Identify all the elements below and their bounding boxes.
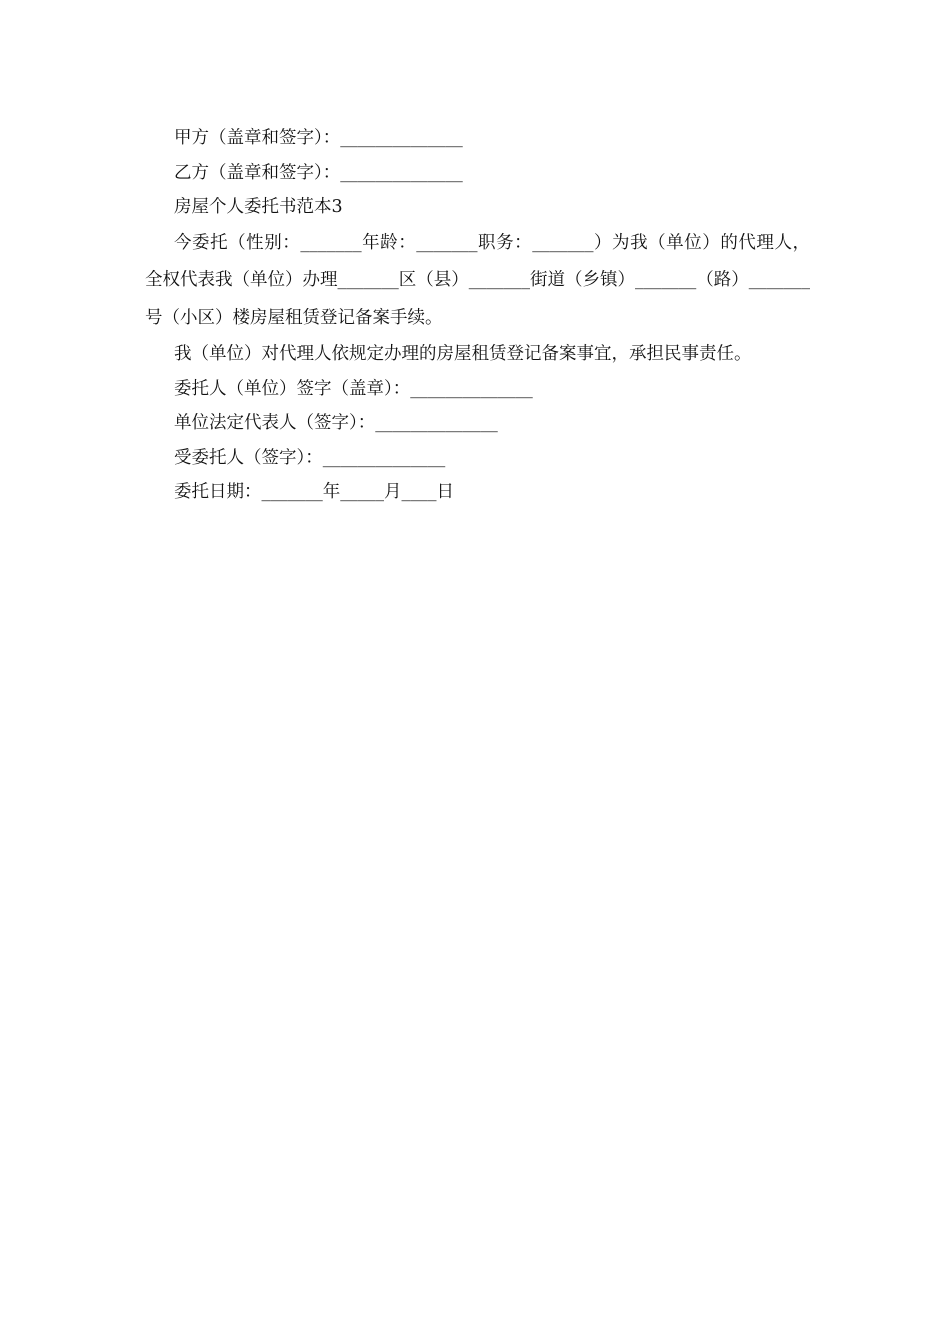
entrustment-paragraph: 今委托（性别：_______年龄：_______职务：_______）为我（单位）的代理人，全权代表我（单位）办理_______区（县）_______街道（乡镇）_______（路）_______号（小区）楼房屋租赁登记备案手续。 — [145, 232, 810, 328]
legal-representative-signature-line: 单位法定代表人（签字）：______________ — [174, 413, 498, 433]
liability-statement: 我（单位）对代理人依规定办理的房屋租赁登记备案事宜，承担民事责任。 — [174, 344, 752, 364]
entrustment-date-line: 委托日期：_______年_____月____日 — [174, 482, 454, 502]
document-body — [145, 121, 810, 510]
agent-signature-line: 受委托人（签字）：______________ — [174, 447, 446, 468]
party-a-signature-line: 甲方（盖章和签字）：______________ — [174, 128, 463, 148]
party-b-signature-line: 乙方（盖章和签字）：______________ — [174, 162, 463, 183]
section-heading: 房屋个人委托书范本3 — [174, 197, 343, 217]
principal-signature-line: 委托人（单位）签字（盖章）：______________ — [174, 378, 533, 399]
